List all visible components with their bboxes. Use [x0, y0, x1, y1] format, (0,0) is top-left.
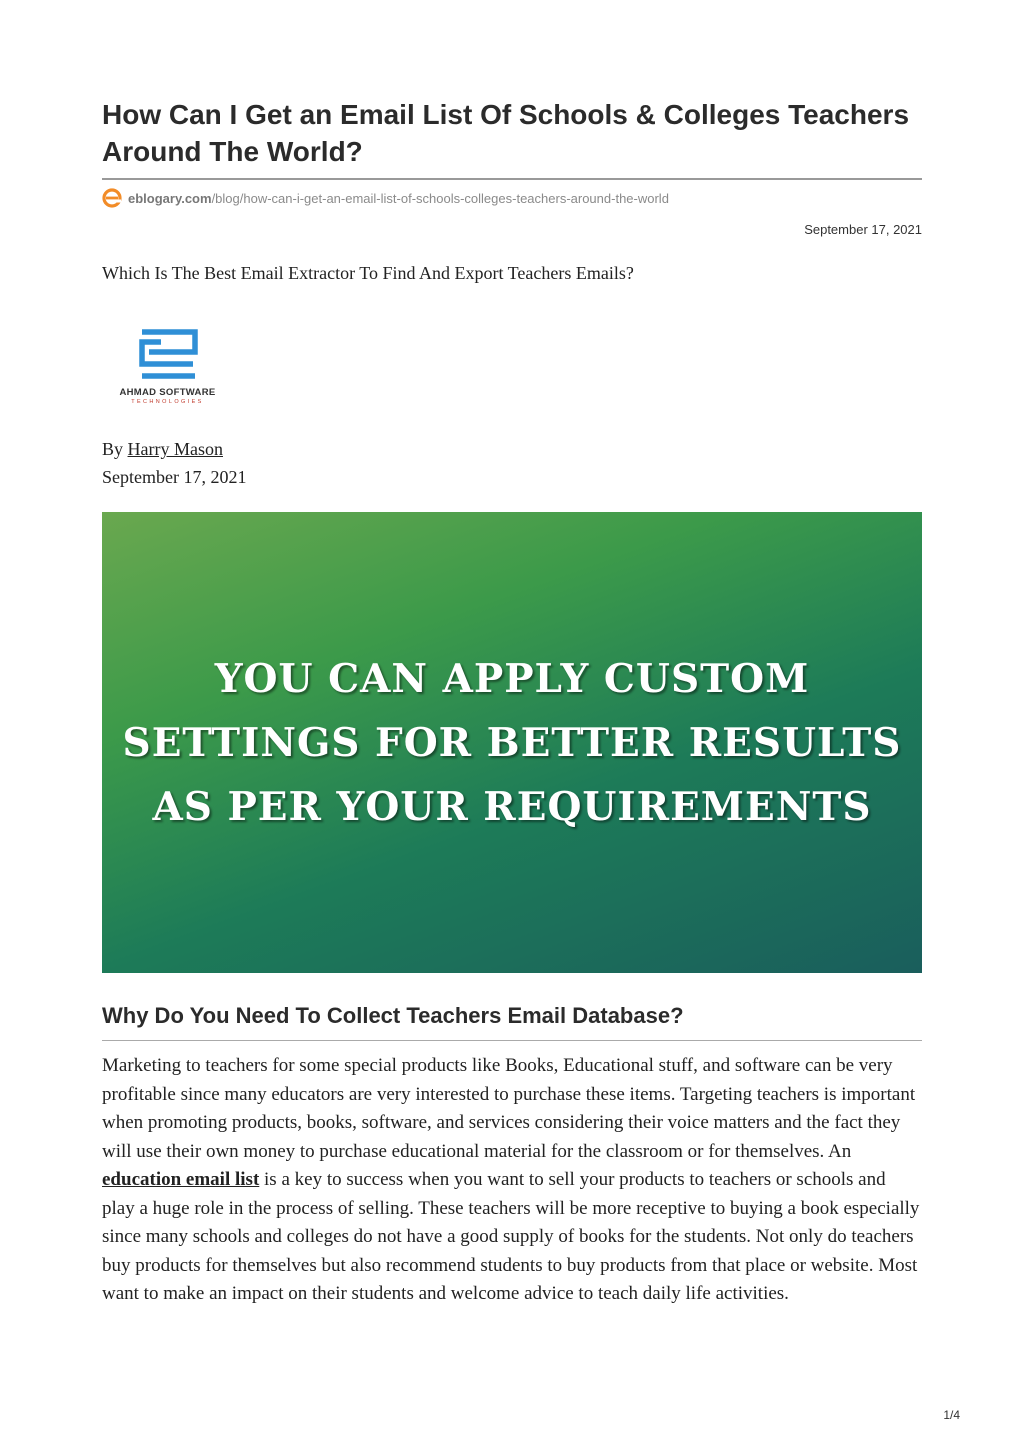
education-email-list-link[interactable]: education email list	[102, 1169, 260, 1190]
ahmad-software-logo-icon	[105, 318, 230, 386]
title-divider	[102, 178, 922, 180]
section-paragraph	[102, 1052, 922, 1309]
hero-banner	[102, 512, 922, 973]
author-line	[102, 435, 246, 463]
section-heading: Why Do You Need To Collect Teachers Email Database?	[102, 1003, 684, 1028]
paragraph-text: Marketing to teachers for some special products like Books, Educational stuff, and software can be very profitable since many educators are very interested to purchase these items. Targeting teachers is important when promoting products, books, software, and services considering their voice matters and the fact they will use their own money to purchase educational material for the classroom or for themselves. An	[102, 1055, 916, 1162]
eblogary-logo-icon	[102, 188, 122, 208]
logo-company-tagline: TECHNOLOGIES	[131, 399, 204, 405]
source-domain[interactable]: eblogary.com	[128, 190, 212, 206]
paragraph-text: is a key to success when you want to sell your products to teachers or schools and play a huge role in the process of selling. These teachers will be more receptive to buying a book especially since many schools and colleges do not have a good supply of books for the students. Not only do teachers buy products for themselves but also recommend students to buy products from that place or website. Most want to make an impact on their students and welcome advice to teach daily life activities.	[102, 1169, 920, 1304]
publish-date: September 17, 2021	[804, 222, 922, 237]
hero-text-line: AS PER YOUR REQUIREMENTS	[152, 783, 872, 830]
article-subtitle: Which Is The Best Email Extractor To Find And Export Teachers Emails?	[102, 263, 634, 283]
logo-company-name: AHMAD SOFTWARE	[119, 387, 216, 398]
byline-prefix: By	[102, 439, 124, 459]
section-divider	[102, 1040, 922, 1041]
hero-text-line: SETTINGS FOR BETTER RESULTS	[122, 719, 902, 766]
byline-date: September 17, 2021	[102, 467, 247, 487]
page-indicator: 1/4	[943, 1408, 960, 1422]
author-link[interactable]: Harry Mason	[127, 439, 223, 459]
byline	[102, 435, 246, 491]
page-title: How Can I Get an Email List Of Schools & Colleges Teachers Around The World?	[102, 99, 910, 167]
hero-text-line: YOU CAN APPLY CUSTOM	[214, 655, 810, 702]
source-url[interactable]	[102, 188, 669, 208]
company-logo	[105, 318, 230, 426]
source-path[interactable]: /blog/how-can-i-get-an-email-list-of-schools-colleges-teachers-around-the-world	[211, 190, 669, 206]
